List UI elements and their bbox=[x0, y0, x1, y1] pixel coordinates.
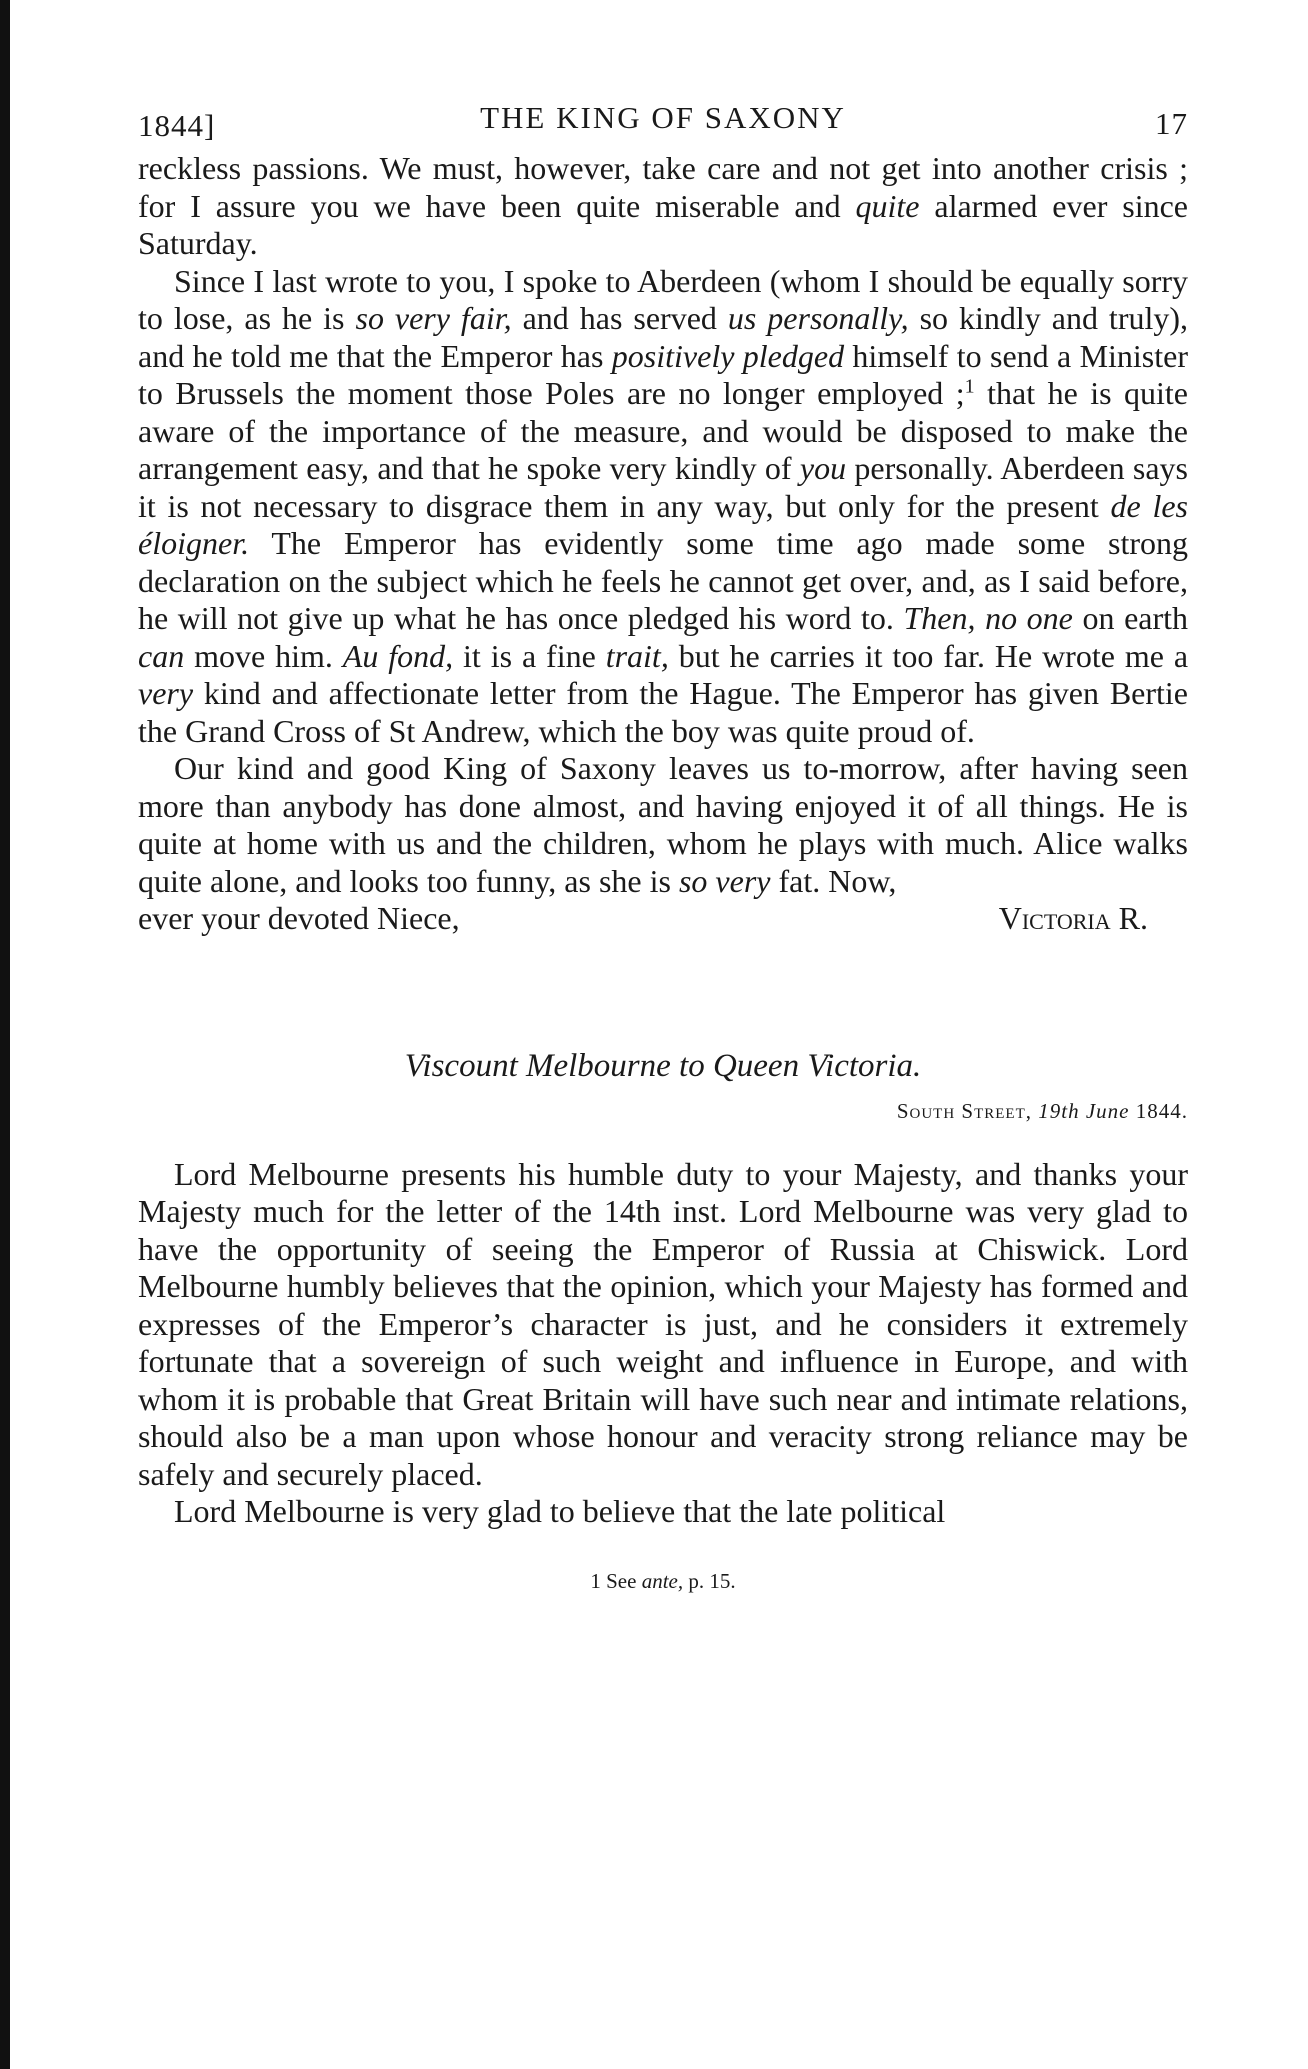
scan-edge-bar bbox=[0, 0, 10, 2069]
running-header bbox=[138, 100, 1188, 150]
footnote-ref: 1 bbox=[964, 375, 975, 398]
letter-2-paragraph-2: Lord Melbourne is very glad to believe that the late political bbox=[174, 1493, 946, 1529]
letter-2 bbox=[138, 1156, 1188, 1531]
letter-1-paragraph-1: reckless passions. We must, however, take care and not get into another crisis ; for I assure you we have been quite miserable and quite alarmed ever since Saturday. bbox=[138, 150, 1189, 261]
letter-2-dateline: South Street, 19th June 1844. bbox=[896, 1098, 1188, 1123]
letter-2-paragraph-1: Lord Melbourne presents his humble duty to your Majesty, and thanks your Majesty much for the letter of the 14th inst. Lord Melbourne was very glad to have the opportunity of seeing the Emperor of Russia at Chiswick. Lord Melbourne humbly believes that the opinion, which your Majesty has formed and expresses of the Emperor’s character is just, and he considers it extremely fortunate that a sovereign of such weight and influence in Europe, and with whom it is probable that Great Britain will have such near and intimate relations, should also be a man upon whose honour and veracity strong reliance may be safely and securely placed. bbox=[138, 1155, 1188, 1492]
letter-1-paragraph-2: Since I last wrote to you, I spoke to Aberdeen (whom I should be equally sorry to lose, as he is so very fair, and has served us personally, so kindly and truly), and he told me that the Emperor has positively pledged himself to send a Minister to Brussels the moment those Poles are no longer employed ;$^1$ that he is quite aware of the importance of the measure, and would be disposed to make the arrangement easy, and that he spoke very kindly of you personally. Aberdeen says it is not necessary to disgrace them in any way, but only for the present de les éloigner. The Emperor has evidently some time ago made some strong declaration on the subject which he feels he cannot get over, and, as I said before, he will not give up what he has once pledged his word to. Then, no one on earth can move him. Au fond, it is a fine trait, but he carries it too far. He wrote me a very kind and affectionate letter from the Hague. The Emperor has given Bertie the Grand Cross of St Andrew, which the boy was quite proud of. bbox=[138, 262, 1189, 749]
signature: Victoria R. bbox=[998, 900, 1148, 936]
closing-line: ever your devoted Niece, bbox=[138, 900, 460, 936]
letter-1-paragraph-3: Our kind and good King of Saxony leaves us to-morrow, after having seen more than anybody has done almost, and having enjoyed it of all things. He is quite at home with us and the children, whom he plays with much. Alice walks quite alone, and looks too funny, as she is so very fat. Now, bbox=[138, 750, 1188, 899]
header-year: 1844] bbox=[138, 108, 216, 143]
book-page bbox=[138, 100, 1188, 1594]
letter-1-signoff bbox=[138, 900, 1188, 938]
letter-2-title: Viscount Melbourne to Queen Victoria. bbox=[404, 1047, 922, 1084]
letter-1 bbox=[138, 150, 1188, 938]
header-title: THE KING OF SAXONY bbox=[480, 100, 846, 135]
footnote: 1 See ante, p. 15. bbox=[590, 1568, 736, 1593]
page-number: 17 bbox=[1155, 106, 1188, 141]
